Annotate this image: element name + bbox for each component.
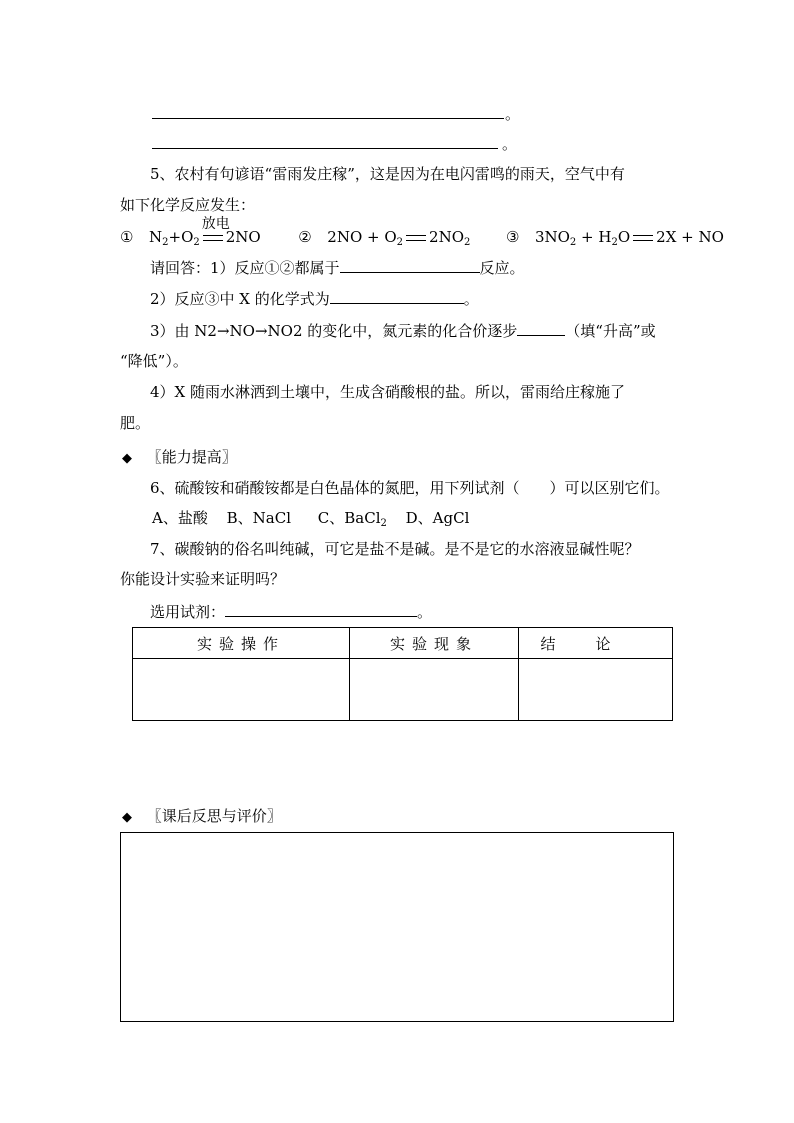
reaction-3-number: ③ bbox=[505, 228, 520, 246]
q7-line1: 7、碳酸钠的俗名叫纯碱，可它是盐不是碱。是不是它的水溶液显碱性呢？ bbox=[150, 540, 640, 558]
section-reflection-heading bbox=[122, 806, 282, 828]
reflection-box[interactable] bbox=[120, 832, 674, 1022]
answer-blank-3[interactable] bbox=[517, 321, 565, 336]
answer-blank-2[interactable] bbox=[330, 289, 464, 304]
answer-line-1-end: 。 bbox=[505, 105, 521, 123]
q5-answer-2: 2）反应③中 X 的化学式为 。 bbox=[150, 290, 479, 308]
section-reflection-title: 〖课后反思与评价〗 bbox=[146, 807, 282, 825]
q6-options bbox=[152, 508, 469, 528]
q7-line2: 你能设计实验来证明吗？ bbox=[120, 570, 286, 588]
answer-line-1[interactable] bbox=[152, 118, 504, 119]
q5-answer-4-line2: 肥。 bbox=[120, 414, 151, 432]
cell-conclusion[interactable] bbox=[519, 659, 673, 721]
option-d[interactable]: D、AgCl bbox=[405, 509, 470, 527]
reaction-1-number: ① bbox=[120, 228, 134, 246]
q5-answer-1: 请回答：1）反应①②都属于 反应。 bbox=[150, 259, 525, 277]
answer-blank-1[interactable] bbox=[340, 258, 480, 273]
cell-phenomenon[interactable] bbox=[350, 659, 519, 721]
experiment-table bbox=[132, 627, 673, 721]
diamond-bullet-icon: ◆ bbox=[122, 810, 132, 825]
reaction-2: $2NO + O_2$ $2NO_2$ bbox=[327, 228, 471, 248]
header-operation: 实验操作 bbox=[133, 628, 350, 659]
cell-operation[interactable] bbox=[133, 659, 350, 721]
q5-intro-line1: 5、农村有句谚语“雷雨发庄稼”，这是因为在电闪雷鸣的雨天，空气中有 bbox=[150, 165, 625, 183]
reaction-3: $3NO_2 + H_2O$ 2X + NO bbox=[534, 228, 724, 248]
header-phenomenon: 实验现象 bbox=[350, 628, 519, 659]
header-conclusion: 结论 bbox=[519, 628, 673, 659]
answer-line-2-end: 。 bbox=[502, 135, 518, 153]
diamond-bullet-icon: ◆ bbox=[122, 451, 132, 466]
q5-intro-line2: 如下化学反应发生： bbox=[120, 196, 256, 214]
reaction-equations bbox=[120, 216, 724, 248]
option-a[interactable]: A、盐酸 bbox=[152, 509, 208, 527]
q6-stem: 6、硫酸铵和硝酸铵都是白色晶体的氮肥，用下列试剂（ ）可以区别它们。 bbox=[150, 479, 670, 497]
q5-answer-3-line2: “降低”）。 bbox=[120, 352, 188, 370]
section-ability-heading bbox=[122, 447, 237, 469]
option-b[interactable]: B、NaCl bbox=[226, 509, 291, 527]
q5-answer-3: 3）由 N2→NO→NO2 的变化中，氮元素的化合价逐步 （填“升高”或 bbox=[150, 322, 656, 340]
section-ability-title: 〖能力提高〗 bbox=[146, 448, 237, 466]
reaction-2-arrow bbox=[406, 235, 426, 241]
reagent-blank[interactable] bbox=[225, 602, 417, 617]
option-c[interactable]: C、BaCl$_2$ bbox=[317, 509, 387, 529]
q7-reagent: 选用试剂： 。 bbox=[150, 603, 433, 621]
answer-line-2[interactable] bbox=[152, 148, 498, 149]
reaction-3-arrow bbox=[633, 235, 653, 241]
reaction-1: $N_2+O_2$ 放电 2NO bbox=[149, 216, 261, 248]
reaction-condition: 放电 bbox=[201, 216, 230, 232]
reaction-2-number: ② bbox=[298, 228, 312, 246]
reaction-1-arrow bbox=[200, 216, 230, 247]
q5-answer-4-line1: 4）X 随雨水淋洒到土壤中，生成含硝酸根的盐。所以，雷雨给庄稼施了 bbox=[150, 383, 625, 401]
